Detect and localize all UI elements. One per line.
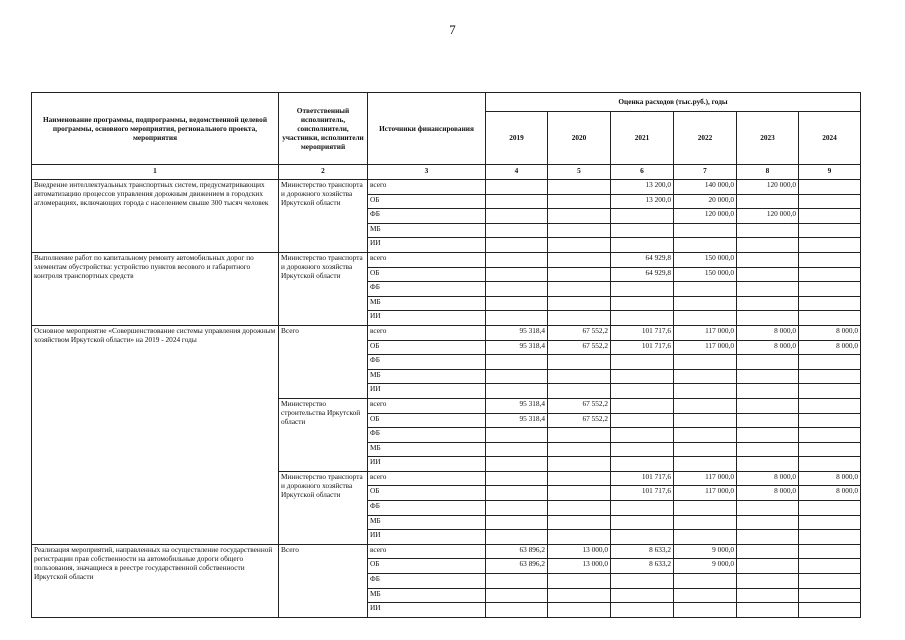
amount-cell: 9 000,0 xyxy=(674,559,737,574)
amount-cell: 9 000,0 xyxy=(674,544,737,559)
amount-cell xyxy=(799,574,861,589)
amount-cell: 8 000,0 xyxy=(737,325,799,340)
amount-cell xyxy=(611,413,674,428)
amount-cell xyxy=(799,238,861,253)
amount-cell xyxy=(486,384,548,399)
amount-cell xyxy=(799,194,861,209)
budget-table xyxy=(31,92,861,618)
amount-cell: 101 717,6 xyxy=(611,471,674,486)
amount-cell xyxy=(799,369,861,384)
measure-name: Основное мероприятие «Совершенствование системы управления дорожным хозяйством Иркутской области» на 2019 - 2024 годы xyxy=(32,325,279,544)
amount-cell xyxy=(737,267,799,282)
amount-cell xyxy=(486,574,548,589)
amount-cell xyxy=(799,398,861,413)
amount-cell: 8 000,0 xyxy=(799,486,861,501)
amount-cell xyxy=(548,311,611,326)
amount-cell xyxy=(611,296,674,311)
amount-cell xyxy=(611,530,674,545)
amount-cell xyxy=(737,457,799,472)
executor-cell: Министерство транспорта и дорожного хозяйства Иркутской области xyxy=(279,252,368,325)
amount-cell xyxy=(737,384,799,399)
table-row xyxy=(32,180,861,195)
funding-source-cell: всего xyxy=(368,325,486,340)
amount-cell xyxy=(674,442,737,457)
amount-cell xyxy=(737,559,799,574)
amount-cell: 117 000,0 xyxy=(674,325,737,340)
column-index: 2 xyxy=(279,165,368,180)
amount-cell: 8 000,0 xyxy=(737,471,799,486)
funding-source-cell: ФБ xyxy=(368,355,486,370)
amount-cell: 150 000,0 xyxy=(674,267,737,282)
executor-cell: Всего xyxy=(279,544,368,617)
amount-cell xyxy=(737,574,799,589)
amount-cell xyxy=(674,501,737,516)
amount-cell: 13 200,0 xyxy=(611,180,674,195)
measure-name: Реализация мероприятий, направленных на осуществление государственной регистрации прав собственности на автомобильные дороги общего пользования, значащиеся в реестре государственной собственности Иркутской области xyxy=(32,544,279,617)
amount-cell xyxy=(799,603,861,618)
amount-cell xyxy=(799,559,861,574)
amount-cell xyxy=(486,428,548,443)
amount-cell: 95 318,4 xyxy=(486,325,548,340)
amount-cell xyxy=(611,355,674,370)
amount-cell xyxy=(611,369,674,384)
amount-cell: 67 552,2 xyxy=(548,413,611,428)
measure-name: Внедрение интеллектуальных транспортных систем, предусматривающих автоматизацию процессов управления дорожным движением в городских агломерациях, включающих города с населением свыше 300 тысяч человек xyxy=(32,180,279,253)
amount-cell xyxy=(799,223,861,238)
executor-cell: Министерство строительства Иркутской области xyxy=(279,398,368,471)
amount-cell xyxy=(799,515,861,530)
amount-cell xyxy=(737,311,799,326)
amount-cell xyxy=(486,486,548,501)
page-number: 7 xyxy=(449,22,456,37)
amount-cell xyxy=(674,384,737,399)
amount-cell xyxy=(486,296,548,311)
amount-cell xyxy=(548,296,611,311)
amount-cell xyxy=(737,369,799,384)
amount-cell xyxy=(548,384,611,399)
amount-cell xyxy=(486,223,548,238)
amount-cell: 117 000,0 xyxy=(674,471,737,486)
column-index: 9 xyxy=(799,165,861,180)
amount-cell xyxy=(611,282,674,297)
amount-cell xyxy=(799,384,861,399)
header-year: 2020 xyxy=(548,112,611,165)
amount-cell: 64 929,8 xyxy=(611,252,674,267)
funding-source-cell: ФБ xyxy=(368,209,486,224)
funding-source-cell: ИИ xyxy=(368,457,486,472)
amount-cell xyxy=(548,223,611,238)
amount-cell xyxy=(674,457,737,472)
amount-cell: 8 000,0 xyxy=(737,340,799,355)
amount-cell xyxy=(548,428,611,443)
amount-cell xyxy=(737,603,799,618)
measure-name: Выполнение работ по капитальному ремонту автомобильных дорог по элементам обустройства: устройство пунктов весового и габаритного контроля транспортных средств xyxy=(32,252,279,325)
amount-cell xyxy=(799,501,861,516)
amount-cell xyxy=(674,369,737,384)
amount-cell: 120 000,0 xyxy=(737,180,799,195)
amount-cell xyxy=(799,457,861,472)
executor-cell: Министерство транспорта и дорожного хозяйства Иркутской области xyxy=(279,180,368,253)
amount-cell xyxy=(486,238,548,253)
header-year: 2021 xyxy=(611,112,674,165)
amount-cell xyxy=(737,282,799,297)
funding-source-cell: всего xyxy=(368,398,486,413)
funding-source-cell: ОБ xyxy=(368,486,486,501)
amount-cell xyxy=(737,442,799,457)
amount-cell xyxy=(737,296,799,311)
amount-cell: 13 000,0 xyxy=(548,559,611,574)
amount-cell xyxy=(486,311,548,326)
amount-cell xyxy=(674,428,737,443)
amount-cell xyxy=(799,296,861,311)
amount-cell: 13 000,0 xyxy=(548,544,611,559)
amount-cell: 8 633,2 xyxy=(611,559,674,574)
amount-cell: 117 000,0 xyxy=(674,486,737,501)
header-source: Источники финансирования xyxy=(368,93,486,165)
amount-cell: 13 200,0 xyxy=(611,194,674,209)
amount-cell xyxy=(486,457,548,472)
amount-cell: 101 717,6 xyxy=(611,325,674,340)
amount-cell: 120 000,0 xyxy=(737,209,799,224)
amount-cell xyxy=(799,428,861,443)
amount-cell xyxy=(611,398,674,413)
amount-cell: 101 717,6 xyxy=(611,340,674,355)
amount-cell xyxy=(548,471,611,486)
column-index: 4 xyxy=(486,165,548,180)
amount-cell xyxy=(486,180,548,195)
amount-cell xyxy=(674,223,737,238)
amount-cell xyxy=(548,486,611,501)
table-row xyxy=(32,544,861,559)
amount-cell xyxy=(737,355,799,370)
column-index: 6 xyxy=(611,165,674,180)
amount-cell xyxy=(674,355,737,370)
amount-cell xyxy=(737,252,799,267)
amount-cell: 8 000,0 xyxy=(799,325,861,340)
amount-cell: 64 929,8 xyxy=(611,267,674,282)
amount-cell xyxy=(486,442,548,457)
amount-cell xyxy=(548,282,611,297)
table-row xyxy=(32,252,861,267)
amount-cell xyxy=(486,355,548,370)
amount-cell: 150 000,0 xyxy=(674,252,737,267)
amount-cell xyxy=(548,574,611,589)
funding-source-cell: МБ xyxy=(368,442,486,457)
amount-cell xyxy=(737,515,799,530)
header-name: Наименование программы, подпрограммы, ведомственной целевой программы, основного мероприятия, регионального проекта, мероприятия xyxy=(32,93,279,165)
amount-cell xyxy=(486,267,548,282)
funding-source-cell: МБ xyxy=(368,369,486,384)
amount-cell xyxy=(611,457,674,472)
amount-cell xyxy=(548,355,611,370)
amount-cell: 101 717,6 xyxy=(611,486,674,501)
amount-cell xyxy=(611,209,674,224)
amount-cell: 67 552,2 xyxy=(548,398,611,413)
amount-cell xyxy=(548,194,611,209)
amount-cell: 8 000,0 xyxy=(799,340,861,355)
funding-source-cell: МБ xyxy=(368,515,486,530)
amount-cell xyxy=(548,588,611,603)
funding-source-cell: ОБ xyxy=(368,267,486,282)
amount-cell xyxy=(674,398,737,413)
funding-source-cell: ФБ xyxy=(368,282,486,297)
amount-cell: 63 896,2 xyxy=(486,559,548,574)
column-index: 7 xyxy=(674,165,737,180)
amount-cell: 8 000,0 xyxy=(799,471,861,486)
funding-source-cell: всего xyxy=(368,544,486,559)
executor-cell: Всего xyxy=(279,325,368,398)
funding-source-cell: ФБ xyxy=(368,428,486,443)
amount-cell xyxy=(548,180,611,195)
column-index: 5 xyxy=(548,165,611,180)
amount-cell xyxy=(799,413,861,428)
amount-cell xyxy=(674,238,737,253)
amount-cell xyxy=(674,530,737,545)
amount-cell: 120 000,0 xyxy=(674,209,737,224)
amount-cell xyxy=(548,369,611,384)
amount-cell xyxy=(548,267,611,282)
header-executor: Ответственный исполнитель, соисполнители, участники, исполнители мероприятий xyxy=(279,93,368,165)
funding-source-cell: МБ xyxy=(368,588,486,603)
funding-source-cell: ИИ xyxy=(368,530,486,545)
funding-source-cell: ФБ xyxy=(368,501,486,516)
amount-cell: 140 000,0 xyxy=(674,180,737,195)
amount-cell xyxy=(799,267,861,282)
funding-source-cell: ОБ xyxy=(368,559,486,574)
amount-cell xyxy=(737,588,799,603)
funding-source-cell: ИИ xyxy=(368,603,486,618)
amount-cell xyxy=(737,398,799,413)
amount-cell xyxy=(611,574,674,589)
funding-source-cell: ОБ xyxy=(368,340,486,355)
amount-cell xyxy=(548,442,611,457)
column-index: 3 xyxy=(368,165,486,180)
funding-source-cell: всего xyxy=(368,252,486,267)
amount-cell xyxy=(611,501,674,516)
amount-cell xyxy=(486,252,548,267)
amount-cell xyxy=(799,442,861,457)
funding-source-cell: ИИ xyxy=(368,311,486,326)
amount-cell xyxy=(799,209,861,224)
executor-cell: Министерство транспорта и дорожного хозяйства Иркутской области xyxy=(279,471,368,544)
amount-cell xyxy=(486,530,548,545)
funding-source-cell: ИИ xyxy=(368,238,486,253)
header-year: 2022 xyxy=(674,112,737,165)
amount-cell xyxy=(611,384,674,399)
amount-cell: 117 000,0 xyxy=(674,340,737,355)
funding-source-cell: всего xyxy=(368,471,486,486)
header-estimate: Оценка расходов (тыс.руб.), годы xyxy=(486,93,861,112)
amount-cell xyxy=(611,238,674,253)
amount-cell xyxy=(486,194,548,209)
amount-cell xyxy=(674,282,737,297)
amount-cell xyxy=(611,442,674,457)
amount-cell xyxy=(611,588,674,603)
amount-cell xyxy=(548,515,611,530)
amount-cell xyxy=(674,311,737,326)
amount-cell xyxy=(674,413,737,428)
funding-source-cell: МБ xyxy=(368,296,486,311)
funding-source-cell: ОБ xyxy=(368,194,486,209)
amount-cell: 67 552,2 xyxy=(548,325,611,340)
amount-cell: 63 896,2 xyxy=(486,544,548,559)
amount-cell xyxy=(737,501,799,516)
amount-cell xyxy=(486,369,548,384)
amount-cell xyxy=(486,471,548,486)
funding-source-cell: ИИ xyxy=(368,384,486,399)
amount-cell: 20 000,0 xyxy=(674,194,737,209)
funding-source-cell: ФБ xyxy=(368,574,486,589)
header-year: 2024 xyxy=(799,112,861,165)
amount-cell xyxy=(799,252,861,267)
amount-cell xyxy=(799,311,861,326)
amount-cell xyxy=(737,223,799,238)
amount-cell: 95 318,4 xyxy=(486,413,548,428)
amount-cell xyxy=(486,501,548,516)
amount-cell: 8 000,0 xyxy=(737,486,799,501)
amount-cell xyxy=(674,515,737,530)
amount-cell xyxy=(611,603,674,618)
amount-cell xyxy=(674,603,737,618)
amount-cell xyxy=(799,588,861,603)
amount-cell xyxy=(737,194,799,209)
column-index: 1 xyxy=(32,165,279,180)
amount-cell xyxy=(799,180,861,195)
amount-cell xyxy=(548,252,611,267)
amount-cell xyxy=(737,544,799,559)
amount-cell xyxy=(799,544,861,559)
amount-cell xyxy=(486,515,548,530)
amount-cell xyxy=(799,530,861,545)
funding-source-cell: ОБ xyxy=(368,413,486,428)
amount-cell xyxy=(486,282,548,297)
funding-source-cell: МБ xyxy=(368,223,486,238)
amount-cell: 8 633,2 xyxy=(611,544,674,559)
amount-cell: 95 318,4 xyxy=(486,340,548,355)
amount-cell xyxy=(548,501,611,516)
amount-cell xyxy=(674,296,737,311)
amount-cell xyxy=(674,588,737,603)
amount-cell xyxy=(548,238,611,253)
amount-cell xyxy=(799,355,861,370)
amount-cell xyxy=(611,311,674,326)
amount-cell xyxy=(548,530,611,545)
amount-cell xyxy=(611,223,674,238)
amount-cell xyxy=(486,588,548,603)
header-year: 2019 xyxy=(486,112,548,165)
column-index: 8 xyxy=(737,165,799,180)
amount-cell xyxy=(737,238,799,253)
amount-cell xyxy=(737,428,799,443)
amount-cell xyxy=(548,603,611,618)
header-year: 2023 xyxy=(737,112,799,165)
funding-source-cell: всего xyxy=(368,180,486,195)
amount-cell xyxy=(548,209,611,224)
amount-cell xyxy=(737,413,799,428)
amount-cell xyxy=(548,457,611,472)
amount-cell xyxy=(486,209,548,224)
table-row xyxy=(32,325,861,340)
budget-body xyxy=(32,180,861,618)
amount-cell xyxy=(486,603,548,618)
amount-cell: 67 552,2 xyxy=(548,340,611,355)
amount-cell xyxy=(799,282,861,297)
amount-cell xyxy=(611,515,674,530)
amount-cell xyxy=(737,530,799,545)
amount-cell xyxy=(611,428,674,443)
amount-cell: 95 318,4 xyxy=(486,398,548,413)
amount-cell xyxy=(674,574,737,589)
